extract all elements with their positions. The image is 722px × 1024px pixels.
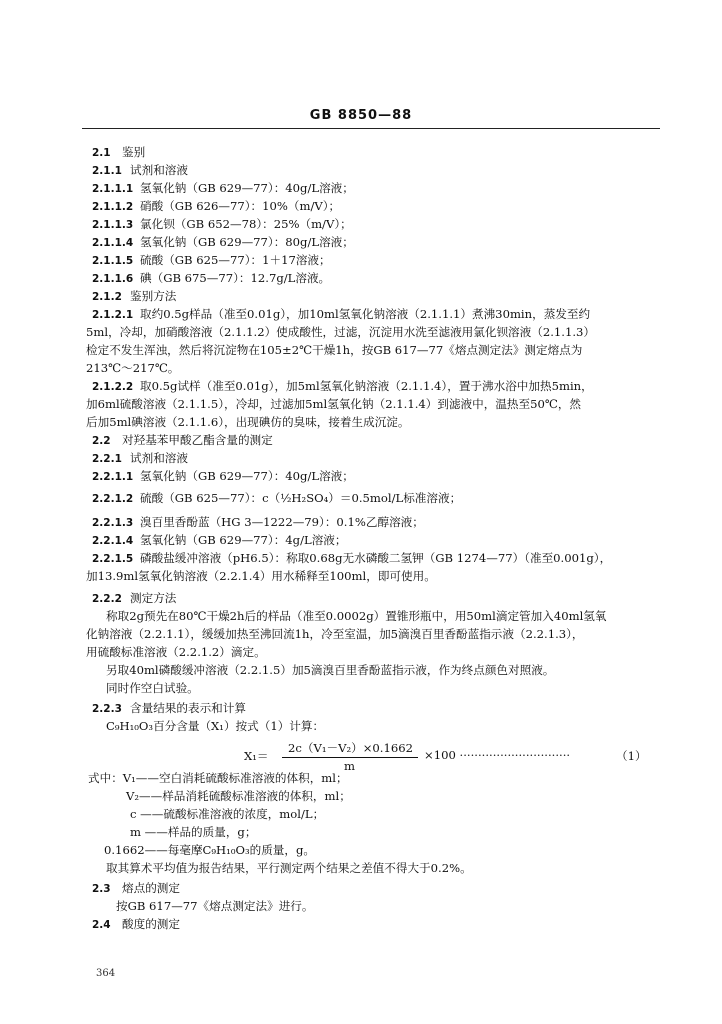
text-line — [86, 626, 584, 642]
line-text: 溴百里香酚蓝（HG 3—1222—79）：0.1%乙醇溶液； — [140, 515, 424, 529]
line-text: 取0.5g试样（准至0.01g），加5ml氢氧化钠溶液（2.1.1.4），置于沸水浴中加热5min， — [140, 379, 593, 393]
text-line — [86, 360, 179, 376]
section-number: 2.2.1.3 — [92, 517, 134, 529]
section-number: 2.2.1.4 — [92, 535, 134, 547]
line-text: 氢氧化钠（GB 629—77）：40g/L溶液； — [140, 469, 354, 483]
text-line — [92, 216, 352, 233]
line-text: 用硫酸标准溶液（2.2.1.2）滴定。 — [86, 645, 266, 659]
text-line — [92, 450, 188, 467]
section-number: 2.4 — [92, 919, 111, 931]
line-text: 氢氧化钠（GB 629—77）：80g/L溶液； — [140, 235, 354, 249]
text-line — [92, 234, 354, 251]
page-header: GB 8850—88 — [309, 108, 413, 123]
text-line — [86, 644, 266, 660]
line-text: 试剂和溶液 — [130, 451, 188, 465]
text-line — [92, 468, 354, 485]
formula-tail: ×100 ······························ — [424, 748, 571, 762]
equation-number: （1） — [616, 749, 647, 763]
section-number: 2.1.2.2 — [92, 381, 134, 393]
line-text: 含量结果的表示和计算 — [130, 701, 246, 715]
section-number: 2.1.2 — [92, 291, 122, 303]
text-line — [92, 306, 590, 323]
line-text: 检定不发生浑浊，然后将沉淀物在105±2℃干燥1h，按GB 617—77《熔点测定法》测定熔点为 — [86, 343, 583, 357]
text-line — [86, 414, 410, 430]
section-number: 2.2.3 — [92, 703, 122, 715]
page-number: 364 — [96, 968, 116, 979]
line-text: 后加5ml碘溶液（2.1.1.6），出现碘仿的臭味，接着生成沉淀。 — [86, 415, 410, 429]
line-text: 0.1662——每毫摩C₉H₁₀O₃的质量，g。 — [104, 843, 316, 857]
line-text: c ——硫酸标准溶液的浓度，mol/L； — [130, 807, 325, 821]
line-text: 取约0.5g样品（准至0.01g），加10ml氢氧化钠溶液（2.1.1.1）煮沸30min，蒸发至约 — [140, 307, 591, 321]
text-line — [106, 718, 324, 734]
formula-lhs: X₁＝ — [244, 749, 269, 763]
text-line — [92, 880, 180, 897]
header-rule — [82, 128, 660, 129]
section-number: 2.1.1.5 — [92, 255, 134, 267]
text-line — [86, 568, 436, 584]
fraction-bar — [282, 757, 418, 758]
text-line — [92, 270, 330, 287]
line-text: 式中：V₁——空白消耗硫酸标准溶液的体积，ml； — [88, 771, 348, 785]
section-number: 2.1.1.2 — [92, 201, 134, 213]
line-text: 磷酸盐缓冲溶液（pH6.5）：称取0.68g无水磷酸二氢钾（GB 1274—77）（准至0.001g）， — [140, 551, 612, 565]
text-line — [86, 324, 595, 340]
line-text: 熔点的测定 — [122, 881, 180, 895]
line-text: 取其算术平均值为报告结果，平行测定两个结果之差值不得大于0.2%。 — [106, 861, 472, 875]
line-text: 酸度的测定 — [122, 917, 180, 931]
section-number: 2.1.1 — [92, 165, 122, 177]
text-line — [92, 378, 593, 395]
section-number: 2.3 — [92, 883, 111, 895]
line-text: 测定方法 — [130, 591, 177, 605]
line-text: 硫酸（GB 625—77）：1＋17溶液； — [140, 253, 331, 267]
line-text: 碘（GB 675—77）：12.7g/L溶液。 — [140, 271, 331, 285]
text-line — [92, 288, 176, 305]
text-line — [106, 608, 606, 624]
text-line — [92, 916, 180, 933]
text-line — [92, 144, 145, 161]
text-line — [92, 162, 188, 179]
line-text: 称取2g预先在80℃干燥2h后的样品（准至0.0002g）置锥形瓶中，用50ml滴定管加入40ml氢氧 — [106, 609, 607, 623]
line-text: 硫酸（GB 625—77）：c（½H₂SO₄）＝0.5mol/L标准溶液； — [140, 491, 462, 505]
section-number: 2.2.1.5 — [92, 553, 134, 565]
section-number: 2.1.1.3 — [92, 219, 134, 231]
text-line — [130, 806, 324, 822]
text-line — [116, 898, 313, 914]
line-text: 同时作空白试验。 — [106, 681, 199, 695]
text-line — [92, 198, 340, 215]
section-number: 2.2 — [92, 435, 111, 447]
text-line — [126, 788, 351, 804]
text-line — [92, 514, 424, 531]
text-line — [92, 252, 331, 269]
text-line — [86, 342, 582, 358]
formula-numerator: 2c（V₁－V₂）×0.1662 — [288, 741, 413, 755]
text-line — [92, 490, 461, 507]
text-line — [92, 180, 354, 197]
text-line — [106, 662, 554, 678]
section-number: 2.1.1.1 — [92, 183, 134, 195]
line-text: C₉H₁₀O₃百分含量（X₁）按式（1）计算： — [106, 719, 325, 733]
text-line — [92, 432, 273, 449]
text-line — [92, 700, 246, 717]
line-text: 5ml，冷却，加硝酸溶液（2.1.1.2）使成酸性，过滤，沉淀用水洗至滤液用氯化钡溶液（2.1.1.3） — [86, 325, 595, 339]
line-text: 化钠溶液（2.2.1.1），缓缓加热至沸回流1h，冷至室温，加5滴溴百里香酚蓝指示液（2.2.1.3）， — [86, 627, 584, 641]
line-text: 按GB 617—77《熔点测定法》进行。 — [116, 899, 314, 913]
line-text: 氢氧化钠（GB 629—77）：4g/L溶液； — [140, 533, 347, 547]
line-text: V₂——样品消耗硫酸标准溶液的体积，ml； — [126, 789, 351, 803]
section-number: 2.1.2.1 — [92, 309, 134, 321]
text-line — [92, 532, 346, 549]
line-text: 氯化钡（GB 652—78）：25%（m/V）； — [140, 217, 352, 231]
line-text: 试剂和溶液 — [130, 163, 188, 177]
line-text: 鉴别方法 — [130, 289, 177, 303]
line-text: 对羟基苯甲酸乙酯含量的测定 — [122, 433, 273, 447]
section-number: 2.2.1 — [92, 453, 122, 465]
line-text: 鉴别 — [122, 145, 146, 159]
text-line — [92, 590, 176, 607]
section-number: 2.2.1.2 — [92, 493, 134, 505]
section-number: 2.2.1.1 — [92, 471, 134, 483]
section-number: 2.1 — [92, 147, 111, 159]
line-text: m ——样品的质量，g； — [130, 825, 257, 839]
text-line — [130, 824, 256, 840]
section-number: 2.1.1.6 — [92, 273, 134, 285]
formula-denominator: m — [344, 759, 355, 773]
text-line — [92, 550, 611, 567]
line-text: 硝酸（GB 626—77）：10%（m/V）； — [140, 199, 341, 213]
line-text: 另取40ml磷酸缓冲溶液（2.2.1.5）加5滴溴百里香酚蓝指示液，作为终点颜色对照液。 — [106, 663, 555, 677]
line-text: 213℃～217℃。 — [86, 361, 180, 375]
line-text: 氢氧化钠（GB 629—77）：40g/L溶液； — [140, 181, 354, 195]
line-text: 加6ml硫酸溶液（2.1.1.5），冷却，过滤加5ml氢氧化钠（2.1.1.4）到滤液中，温热至50℃，然 — [86, 397, 582, 411]
text-line — [106, 860, 472, 876]
section-number: 2.1.1.4 — [92, 237, 134, 249]
text-line — [88, 770, 348, 786]
section-number: 2.2.2 — [92, 593, 122, 605]
text-line — [86, 396, 581, 412]
text-line — [106, 680, 199, 696]
line-text: 加13.9ml氢氧化钠溶液（2.2.1.4）用水稀释至100ml，即可使用。 — [86, 569, 436, 583]
text-line — [104, 842, 315, 858]
